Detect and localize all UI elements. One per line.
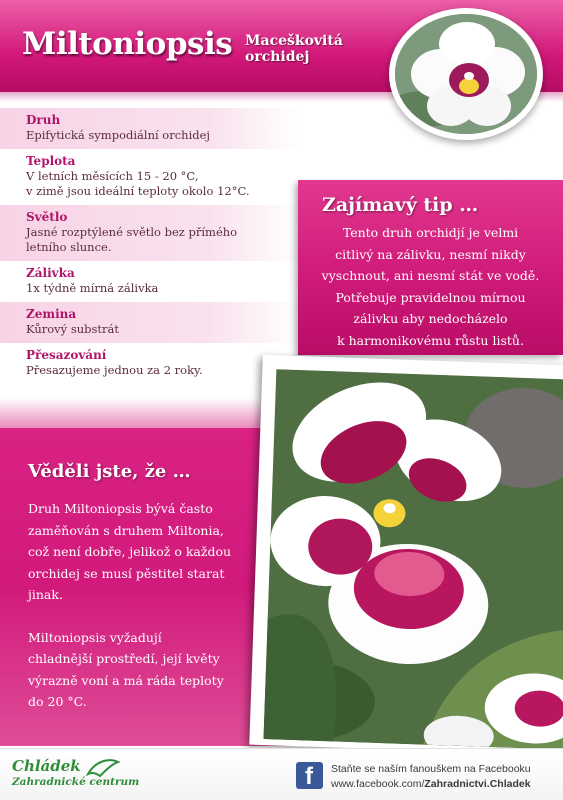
tip-body (308, 222, 553, 351)
tip-line: Potřebuje pravidelnou mírnou (335, 289, 526, 305)
care-info-list (0, 108, 300, 384)
flower-photo-frame (249, 355, 563, 755)
orchid-flower-image (395, 14, 537, 134)
info-value: Kůrový substrát (26, 322, 119, 336)
tip-title: Zajímavý tip … (322, 194, 479, 216)
facebook-url-link[interactable] (331, 778, 531, 790)
subtitle-line: orchidej (245, 49, 310, 65)
info-row-druh (0, 108, 300, 149)
leaf-logo-icon (86, 756, 120, 778)
tip-line: citlivý na zálivku, nesmí nikdy (335, 246, 526, 262)
did-you-know-body (28, 498, 268, 713)
tip-box (298, 180, 563, 355)
page-title: Miltoniopsis (22, 26, 233, 62)
info-value: Epifytická sympodiální orchidej (26, 128, 210, 142)
info-value: letního slunce. (26, 240, 112, 254)
text-line: jinak. (28, 587, 63, 602)
facebook-url-prefix: www.facebook.com/ (331, 778, 425, 790)
facebook-url-page: Zahradnictvi.Chladek (424, 778, 531, 790)
logo-company-name: Chládek (12, 757, 81, 775)
did-you-know-title: Věděli jste, že … (28, 461, 191, 482)
info-row-teplota (0, 149, 300, 205)
did-you-know-paragraph (28, 498, 268, 606)
text-line: do 20 °C. (28, 694, 87, 709)
info-label: Teplota (26, 154, 76, 168)
text-line: Druh Miltoniopsis bývá často (28, 501, 213, 516)
pink-fade (0, 398, 300, 432)
facebook-invite-text: Staňte se naším fanouškem na Facebooku (331, 763, 531, 775)
info-row-presazovani (0, 343, 300, 384)
facebook-icon[interactable] (296, 762, 323, 789)
tip-line: vyschnout, ani nesmí stát ve vodě. (321, 268, 540, 283)
tip-line: k harmonikovému růstu listů. (337, 332, 524, 348)
info-row-svetlo (0, 205, 300, 261)
text-line: zaměňován s druhem Miltonia, (28, 522, 224, 538)
header-flower-photo (383, 8, 549, 140)
info-label: Světlo (26, 210, 68, 224)
did-you-know-paragraph (28, 627, 268, 713)
info-label: Zemina (26, 307, 77, 321)
info-value: V letních měsících 15 - 20 °C, (26, 169, 199, 183)
orchid-closeup-image (263, 369, 563, 749)
flower-photo-circle (395, 14, 537, 134)
text-line: Miltoniopsis vyžadují (28, 629, 162, 645)
text-line: což není dobře, jelikož o každou (28, 544, 232, 559)
text-line: výrazně voní a má ráda teploty (28, 672, 224, 688)
text-line: chladnější prostředí, její květy (28, 651, 220, 666)
info-label: Zálivka (26, 266, 75, 280)
tip-line: zálivku aby nedocházelo (353, 311, 508, 326)
subtitle-line: Maceškovitá (245, 33, 343, 49)
info-value: Přesazujeme jednou za 2 roky. (26, 363, 203, 377)
info-value: 1x týdně mírná zálivka (26, 281, 159, 295)
info-row-zalivka (0, 261, 300, 302)
text-line: orchidej se musí pěstitel starat (28, 565, 225, 581)
info-label: Přesazování (26, 348, 107, 362)
tip-line: Tento druh orchidjí je velmi (342, 225, 519, 240)
page-subtitle (245, 33, 375, 65)
info-row-zemina (0, 302, 300, 343)
facebook-letter: f (305, 763, 313, 790)
info-label: Druh (26, 113, 61, 127)
info-value: v zimě jsou ideální teploty okolo 12°C. (26, 184, 250, 198)
logo-company-tagline: Zahradnické centrum (12, 776, 140, 788)
flower-photo (263, 369, 563, 749)
info-value: Jasné rozptýlené světlo bez přímého (26, 225, 238, 239)
